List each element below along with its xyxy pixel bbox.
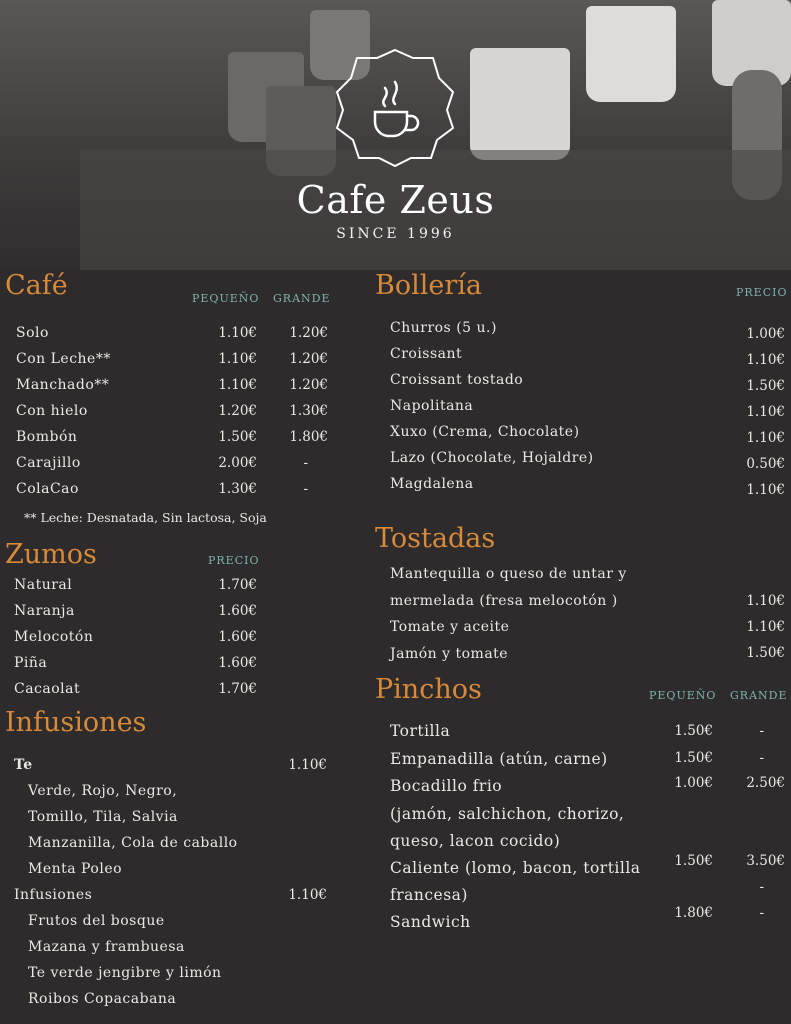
cafe-item-price-large: 1.20€ xyxy=(289,377,328,393)
pincho-price-small: 1.00€ xyxy=(674,775,713,791)
zumo-item-name: Piña xyxy=(14,655,48,671)
cafe-item-name: Con Leche** xyxy=(16,351,111,367)
header-banner xyxy=(0,0,791,270)
cafe-item-price-small: 1.30€ xyxy=(218,481,257,497)
pincho-item-name: Empanadilla (atún, carne) xyxy=(390,750,608,768)
pinchos-col-grande: GRANDE xyxy=(730,689,788,702)
infusion-te-price: 1.10€ xyxy=(288,757,327,773)
pincho-item-name: Sandwich xyxy=(390,913,471,931)
zumo-item-name: Natural xyxy=(14,577,73,593)
bolleria-item-name: Lazo (Chocolate, Hojaldre) xyxy=(390,450,594,466)
pincho-price-small: 1.50€ xyxy=(674,853,713,869)
cafe-item-name: Carajillo xyxy=(16,455,81,471)
bolleria-col-precio: PRECIO xyxy=(736,286,788,299)
pincho-price-small: 1.50€ xyxy=(674,723,713,739)
cafe-col-grande: GRANDE xyxy=(273,292,331,305)
zumos-col-precio: PRECIO xyxy=(208,554,260,567)
pincho-price-large: - xyxy=(759,879,764,895)
bolleria-item-price: 1.50€ xyxy=(746,378,785,394)
pincho-price-large: - xyxy=(759,723,764,739)
bolleria-item-name: Churros (5 u.) xyxy=(390,320,497,336)
cafe-item-price-small: 1.50€ xyxy=(218,429,257,445)
mug-bg-4 xyxy=(470,48,570,160)
cafe-item-name: Bombón xyxy=(16,429,78,445)
bolleria-item-name: Croissant tostado xyxy=(390,372,524,388)
infusion-te-option: Tomillo, Tila, Salvia xyxy=(28,809,178,825)
section-title-bolleria: Bollería xyxy=(375,270,482,301)
cafe-col-pequeno: PEQUEÑO xyxy=(192,292,260,305)
zumo-item-price: 1.60€ xyxy=(218,603,257,619)
bolleria-item-name: Napolitana xyxy=(390,398,474,414)
bolleria-item-price: 1.00€ xyxy=(746,326,785,342)
tostada-item-line: mermelada (fresa melocotón ) xyxy=(390,593,618,609)
cafe-item-price-large: 1.80€ xyxy=(289,429,328,445)
pincho-price-large: - xyxy=(759,905,764,921)
zumo-item-name: Melocotón xyxy=(14,629,94,645)
bolleria-item-price: 1.10€ xyxy=(746,482,785,498)
zumo-item-price: 1.70€ xyxy=(218,577,257,593)
pincho-item-detail: (jamón, salchichon, chorizo, xyxy=(390,805,625,823)
section-title-zumos: Zumos xyxy=(5,539,97,570)
cafe-item-price-small: 1.20€ xyxy=(218,403,257,419)
infusion-inf-option: Frutos del bosque xyxy=(28,913,165,929)
mug-bg-5 xyxy=(586,6,676,102)
cafe-item-price-small: 1.10€ xyxy=(218,377,257,393)
brand-name: Cafe Zeus xyxy=(296,178,495,222)
cafe-item-price-large: 1.20€ xyxy=(289,325,328,341)
infusion-inf-option: Te verde jengibre y limón xyxy=(28,965,222,981)
infusion-inf-price: 1.10€ xyxy=(288,887,327,903)
zumo-item-price: 1.70€ xyxy=(218,681,257,697)
zumo-item-name: Naranja xyxy=(14,603,75,619)
brand-since: SINCE 1996 xyxy=(336,226,455,242)
cafe-item-price-small: 1.10€ xyxy=(218,325,257,341)
pincho-item-detail: francesa) xyxy=(390,886,468,904)
pincho-item-name: Bocadillo frio xyxy=(390,777,503,795)
logo-badge xyxy=(335,48,455,168)
cafe-item-price-small: 2.00€ xyxy=(218,455,257,471)
bolleria-item-price: 1.10€ xyxy=(746,430,785,446)
cafe-item-name: Con hielo xyxy=(16,403,88,419)
pincho-price-large: 2.50€ xyxy=(746,775,785,791)
pincho-item-name: Tortilla xyxy=(390,722,451,740)
infusion-group-infusiones: Infusiones xyxy=(14,887,93,903)
section-title-pinchos: Pinchos xyxy=(375,674,482,705)
pincho-price-large: - xyxy=(759,750,764,766)
infusion-group-te: Te xyxy=(14,757,33,773)
cafe-item-price-large: 1.30€ xyxy=(289,403,328,419)
steaming-coffee-cup-icon xyxy=(375,82,418,136)
cafe-item-name: ColaCao xyxy=(16,481,79,497)
infusion-te-option: Menta Poleo xyxy=(28,861,123,877)
pincho-item-name: Caliente (lomo, bacon, tortilla xyxy=(390,859,641,877)
cafe-item-price-large: - xyxy=(303,455,308,471)
pincho-item-detail: queso, lacon cocido) xyxy=(390,832,561,850)
pincho-price-large: 3.50€ xyxy=(746,853,785,869)
tostada-item-line: Mantequilla o queso de untar y xyxy=(390,566,627,582)
section-title-tostadas: Tostadas xyxy=(375,523,496,554)
cafe-item-name: Solo xyxy=(16,325,49,341)
infusion-te-option: Verde, Rojo, Negro, xyxy=(28,783,178,799)
tostada-item-price: 1.50€ xyxy=(746,645,785,661)
infusion-inf-option: Mazana y frambuesa xyxy=(28,939,185,955)
bolleria-item-price: 1.10€ xyxy=(746,352,785,368)
bolleria-item-price: 0.50€ xyxy=(746,456,785,472)
cafe-item-price-small: 1.10€ xyxy=(218,351,257,367)
pinchos-col-pequeno: PEQUEÑO xyxy=(649,689,717,702)
cafe-milk-note: ** Leche: Desnatada, Sin lactosa, Soja xyxy=(24,510,267,525)
bolleria-item-price: 1.10€ xyxy=(746,404,785,420)
zumo-item-name: Cacaolat xyxy=(14,681,81,697)
infusion-te-option: Manzanilla, Cola de caballo xyxy=(28,835,238,851)
zumo-item-price: 1.60€ xyxy=(218,655,257,671)
cafe-item-price-large: 1.20€ xyxy=(289,351,328,367)
section-title-cafe: Café xyxy=(5,270,68,301)
bolleria-item-name: Croissant xyxy=(390,346,463,362)
bolleria-item-name: Xuxo (Crema, Chocolate) xyxy=(390,424,580,440)
tostada-item-price: 1.10€ xyxy=(746,593,785,609)
section-title-infusiones: Infusiones xyxy=(5,707,147,738)
infusion-inf-option: Roibos Copacabana xyxy=(28,991,177,1007)
cafe-item-price-large: - xyxy=(303,481,308,497)
cafe-item-name: Manchado** xyxy=(16,377,110,393)
tostada-item-price: 1.10€ xyxy=(746,619,785,635)
tostada-item-name: Tomate y aceite xyxy=(390,619,510,635)
zumo-item-price: 1.60€ xyxy=(218,629,257,645)
tostada-item-name: Jamón y tomate xyxy=(390,646,509,662)
bolleria-item-name: Magdalena xyxy=(390,476,474,492)
pincho-price-small: 1.50€ xyxy=(674,750,713,766)
pincho-price-small: 1.80€ xyxy=(674,905,713,921)
